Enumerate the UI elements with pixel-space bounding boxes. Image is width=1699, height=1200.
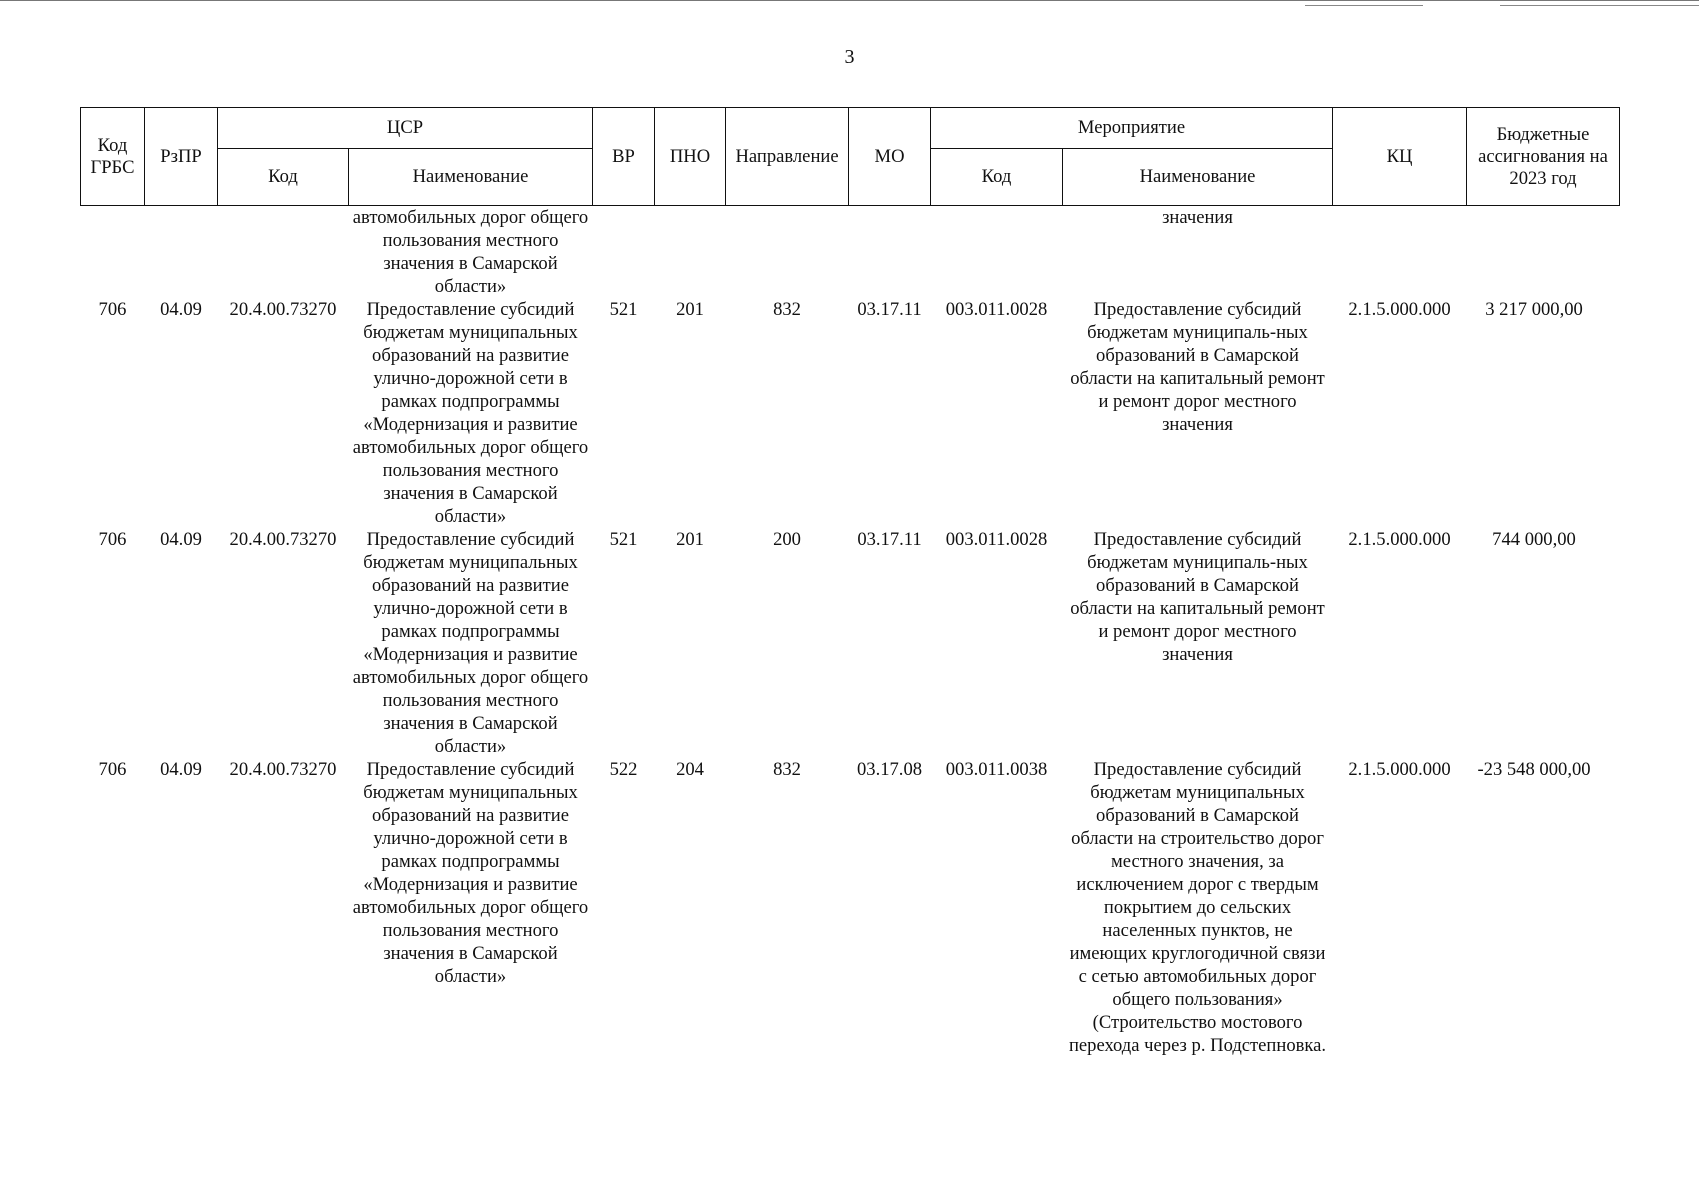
header-pno: ПНО <box>655 108 726 206</box>
header-csr-name: Наименование <box>349 149 593 206</box>
header-meropriyatie: Мероприятие <box>931 108 1333 149</box>
cell-mer-name: Предоставление субсидий бюджетам муниципаль-ных образований в Самарской области на капитальный ремонт и ремонт дорог местного значения <box>1070 299 1325 435</box>
header-napravlenie: Направление <box>726 108 849 206</box>
cell-csr-kod: 20.4.00.73270 <box>229 299 337 320</box>
table-body <box>81 206 1620 1058</box>
header-mo: МО <box>849 108 931 206</box>
budget-table <box>80 107 1620 1057</box>
cell-rzpr: 04.09 <box>160 299 202 320</box>
header-mer-kod: Код <box>931 149 1063 206</box>
cell-csr-name: автомобильных дорог общего пользования местного значения в Самарской области» <box>352 207 589 297</box>
cell-mer-name: Предоставление субсидий бюджетам муниципаль-ных образований в Самарской области на капитальный ремонт и ремонт дорог местного значения <box>1070 529 1325 665</box>
cell-rzpr: 04.09 <box>160 759 202 780</box>
cell-napravlenie: 200 <box>773 529 801 550</box>
cell-csr-name: Предоставление субсидий бюджетам муниципальных образований на развитие улично-дорожной сети в рамках подпрограммы «Модернизация и развитие автомобильных дорог общего пользования местного значения в Самарской области» <box>352 759 589 987</box>
cell-csr-kod: 20.4.00.73270 <box>229 759 337 780</box>
cell-kc: 2.1.5.000.000 <box>1348 759 1451 780</box>
table-row <box>81 528 1620 758</box>
cell-mer-name: Предоставление субсидий бюджетам муниципальных образований в Самарской области на строительство дорог местного значения, за исключением дорог с твердым покрытием до сельских населенных пунктов, не имеющих круглогодичной связи с сетью автомобильных дорог общего пользования» (Строительство мостового перехода через р. Подстепновка. <box>1068 759 1327 1056</box>
cell-csr-name: Предоставление субсидий бюджетам муниципальных образований на развитие улично-дорожной сети в рамках подпрограммы «Модернизация и развитие автомобильных дорог общего пользования местного значения в Самарской области» <box>352 299 589 527</box>
page-number: 3 <box>844 46 855 68</box>
header-csr-kod: Код <box>218 149 349 206</box>
cell-mer-kod: 003.011.0028 <box>945 299 1048 320</box>
cell-rzpr: 04.09 <box>160 529 202 550</box>
cell-mo: 03.17.11 <box>857 299 922 320</box>
header-kc: КЦ <box>1333 108 1467 206</box>
cell-grbs: 706 <box>98 299 127 320</box>
header-rzpr: РзПР <box>145 108 218 206</box>
header-mer-name: Наименование <box>1063 149 1333 206</box>
scan-mark <box>1500 5 1699 6</box>
table-row <box>81 298 1620 528</box>
cell-mo: 03.17.11 <box>857 529 922 550</box>
cell-mer-kod: 003.011.0028 <box>945 529 1048 550</box>
cell-napravlenie: 832 <box>773 299 801 320</box>
cell-vr: 521 <box>609 529 638 550</box>
cell-pno: 201 <box>676 529 704 550</box>
cell-grbs: 706 <box>98 759 127 780</box>
cell-kc: 2.1.5.000.000 <box>1348 529 1451 550</box>
cell-amount: 3 217 000,00 <box>1485 299 1583 320</box>
cell-mer-name: значения <box>1162 207 1233 228</box>
table-row <box>81 758 1620 1057</box>
cell-pno: 204 <box>676 759 704 780</box>
header-vr: ВР <box>593 108 655 206</box>
cell-pno: 201 <box>676 299 704 320</box>
cell-amount: 744 000,00 <box>1492 529 1576 550</box>
cell-vr: 521 <box>609 299 638 320</box>
cell-kc: 2.1.5.000.000 <box>1348 299 1451 320</box>
cell-csr-kod: 20.4.00.73270 <box>229 529 337 550</box>
table-header <box>81 108 1620 206</box>
header-csr: ЦСР <box>218 108 593 149</box>
cell-napravlenie: 832 <box>773 759 801 780</box>
scan-edge-line <box>0 0 1699 1</box>
cell-amount: -23 548 000,00 <box>1477 759 1591 780</box>
cell-mo: 03.17.08 <box>856 759 923 780</box>
header-kod-grbs: Код ГРБС <box>81 108 145 206</box>
header-budget: Бюджетные ассигнования на 2023 год <box>1467 108 1620 206</box>
cell-grbs: 706 <box>98 529 127 550</box>
table-row-continuation <box>81 206 1620 299</box>
cell-mer-kod: 003.011.0038 <box>945 759 1048 780</box>
scan-mark <box>1305 5 1423 6</box>
cell-vr: 522 <box>609 759 638 780</box>
cell-csr-name: Предоставление субсидий бюджетам муниципальных образований на развитие улично-дорожной сети в рамках подпрограммы «Модернизация и развитие автомобильных дорог общего пользования местного значения в Самарской области» <box>352 529 589 757</box>
